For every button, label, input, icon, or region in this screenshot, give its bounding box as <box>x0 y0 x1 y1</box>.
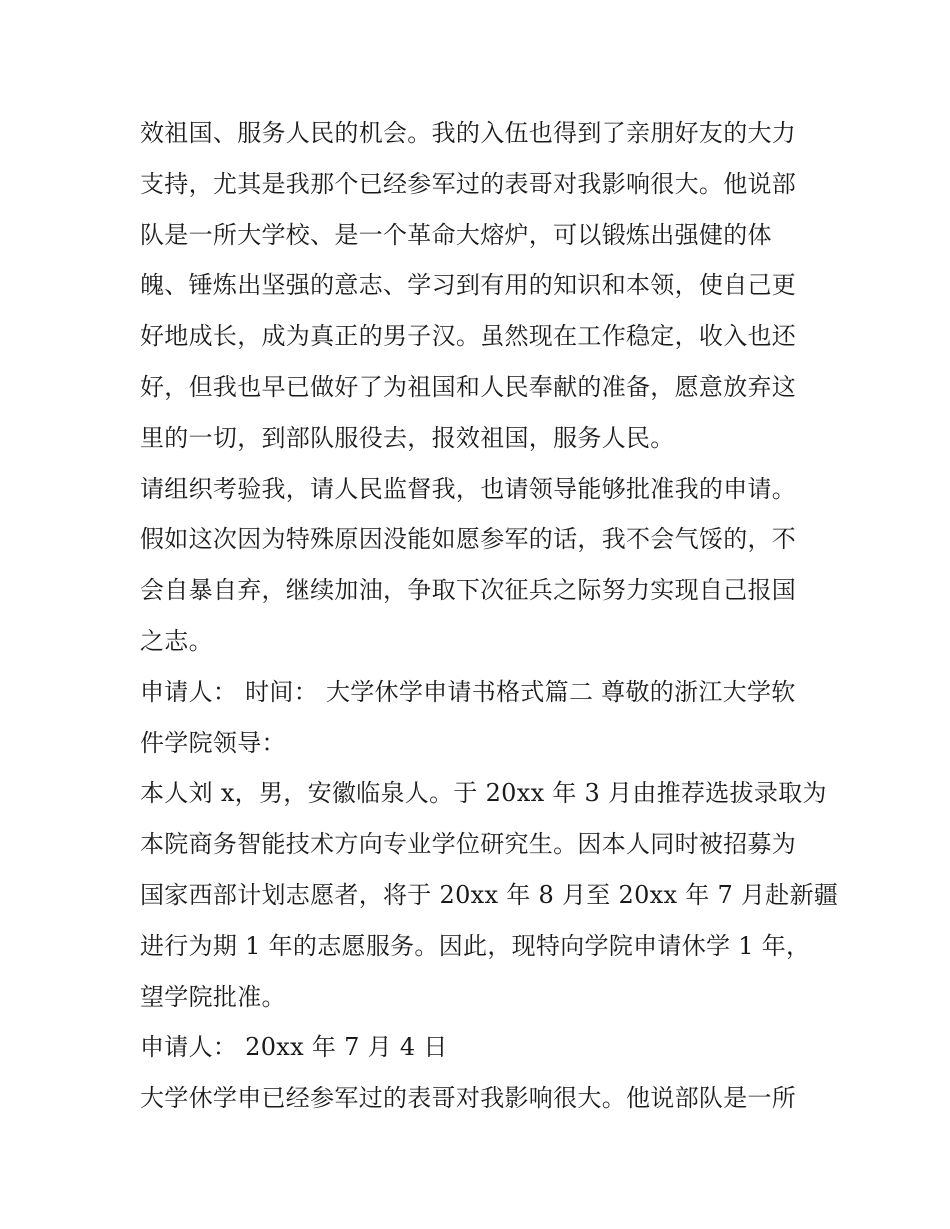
text-line: 队是一所大学校、是一个革命大熔炉，可以锻炼出强健的体 <box>140 220 772 249</box>
text-line: 申请人： 20xx 年 7 月 4 日 <box>140 1033 448 1062</box>
text-line: 之志。 <box>140 626 213 655</box>
text-line: 件学院领导： <box>140 728 286 757</box>
document-text-body <box>140 108 839 1124</box>
text-line: 望学院批准。 <box>140 982 286 1011</box>
text-line: 本院商务智能技术方向专业学位研究生。因本人同时被招募为 <box>140 830 797 859</box>
text-line: 请组织考验我，请人民监督我，也请领导能够批准我的申请。 <box>140 474 797 503</box>
text-line: 申请人： 时间： 大学休学申请书格式篇二 尊敬的浙江大学软 <box>140 677 796 706</box>
text-line: 魄、锤炼出坚强的意志、学习到有用的知识和本领，使自己更 <box>140 271 797 300</box>
text-line: 本人刘 x，男，安徽临泉人。于 20xx 年 3 月由推荐选拔录取为 <box>140 779 827 808</box>
text-line: 假如这次因为特殊原因没能如愿参军的话，我不会气馁的，不 <box>140 525 797 554</box>
text-line: 进行为期 1 年的志愿服务。因此，现特向学院申请休学 1 年， <box>140 931 811 960</box>
text-line: 大学休学申已经参军过的表哥对我影响很大。他说部队是一所 <box>140 1084 797 1113</box>
text-line: 国家西部计划志愿者，将于 20xx 年 8 月至 20xx 年 7 月赴新疆 <box>140 880 839 909</box>
text-line: 好，但我也早已做好了为祖国和人民奉献的准备，愿意放弃这 <box>140 372 797 401</box>
text-line: 里的一切，到部队服役去，报效祖国，服务人民。 <box>140 423 675 452</box>
text-line: 效祖国、服务人民的机会。我的入伍也得到了亲朋好友的大力 <box>140 119 797 147</box>
text-line: 支持，尤其是我那个已经参军过的表哥对我影响很大。他说部 <box>140 169 797 198</box>
text-line: 会自暴自弃，继续加油，争取下次征兵之际努力实现自己报国 <box>140 576 797 605</box>
text-line: 好地成长，成为真正的男子汉。虽然现在工作稳定，收入也还 <box>140 322 797 351</box>
